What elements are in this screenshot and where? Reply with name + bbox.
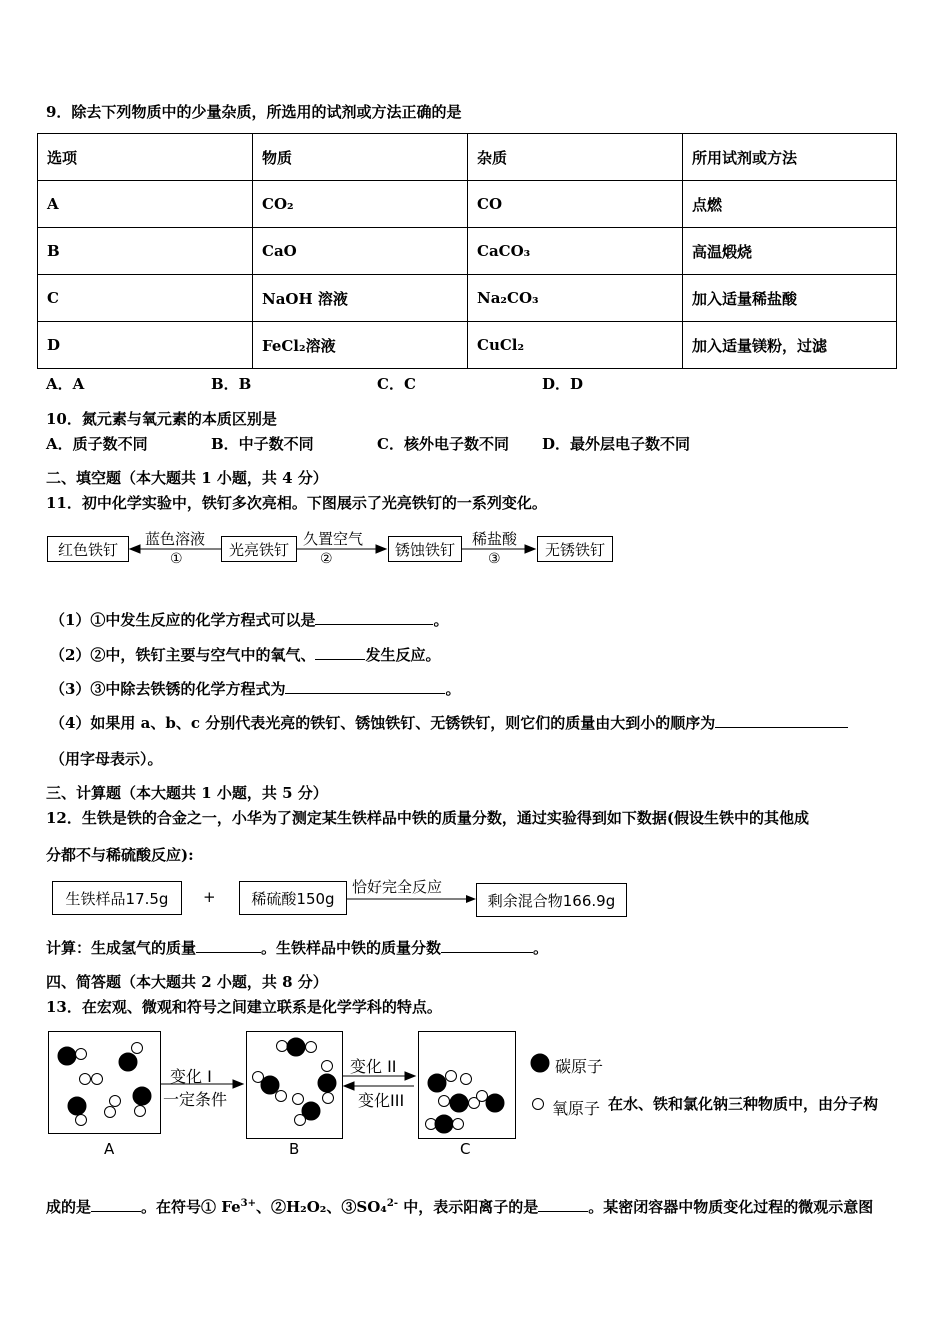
oxygen-atom: [322, 1061, 333, 1072]
carbon-atom: [119, 1053, 137, 1071]
box-remaining-mixture: 剩余混合物166.9g: [476, 883, 627, 917]
symbol-h2o2: H₂O₂: [286, 1198, 327, 1216]
arrow2-label: 久置空气: [303, 530, 364, 548]
oxygen-atom: [277, 1041, 288, 1052]
carbon-atom: [450, 1094, 468, 1112]
oxygen-atom: [306, 1042, 317, 1053]
carbon-atom: [435, 1115, 453, 1133]
oxygen-atom: [477, 1091, 488, 1102]
q10-choice-b: B．中子数不同: [211, 435, 314, 453]
arrow-head: [344, 1082, 354, 1090]
oxygen-atom: [105, 1107, 116, 1118]
carbon-atom: [261, 1076, 279, 1094]
arrow-head: [233, 1080, 243, 1088]
section-heading: 四、简答题（本大题共 2 小题，共 8 分）: [46, 973, 328, 991]
q12-stem-line2: 分都不与稀硫酸反应):: [46, 846, 194, 864]
carbon-atom: [287, 1038, 305, 1056]
oxygen-atom: [295, 1115, 306, 1126]
answer-blank[interactable]: [91, 1197, 141, 1212]
q13-text: 、③: [326, 1198, 357, 1216]
cell-method: 加入适量镁粉，过滤: [683, 322, 897, 369]
arrow3-number: ③: [488, 551, 501, 567]
cell-option: A: [38, 181, 253, 228]
cell-impurity: CaCO₃: [468, 228, 683, 275]
oxygen-atom: [80, 1074, 91, 1085]
q10-choice-a: A．质子数不同: [46, 435, 148, 453]
oxygen-atom: [76, 1049, 87, 1060]
cell-impurity: Na₂CO₃: [468, 275, 683, 322]
q13-text: 成的是: [46, 1198, 92, 1216]
carbon-atom: [58, 1047, 76, 1065]
oxygen-atom: [135, 1106, 146, 1117]
oxygen-atom: [439, 1096, 450, 1107]
q11-part1-text: （1）①中发生反应的化学方程式可以是: [50, 611, 316, 629]
change2-label: 变化 II: [350, 1057, 397, 1076]
oxygen-atom: [461, 1074, 472, 1085]
answer-blank[interactable]: [538, 1197, 588, 1212]
q11-part3-text: （3）③中除去铁锈的化学方程式为: [50, 680, 286, 698]
header-cell: 所用试剂或方法: [683, 134, 897, 181]
oxygen-atom: [276, 1091, 287, 1102]
change3-label: 变化III: [358, 1091, 405, 1110]
q10-choice-c: C．核外电子数不同: [377, 435, 509, 453]
arrow-head: [405, 1072, 415, 1080]
period: 。: [445, 680, 461, 698]
oxygen-atom: [132, 1043, 143, 1054]
box-rustless-nail: 无锈铁钉: [537, 536, 613, 562]
q9-choice-d: D．D: [542, 375, 584, 393]
oxygen-atom: [110, 1096, 121, 1107]
carbon-atom: [486, 1094, 504, 1112]
cell-method: 点燃: [683, 181, 897, 228]
carbon-legend-label: 碳原子: [555, 1057, 604, 1076]
box-sulfuric-acid: 稀硫酸150g: [239, 881, 347, 915]
arrow1-number: ①: [170, 551, 183, 567]
symbol-so4-charge: 2-: [386, 1198, 398, 1209]
carbon-atom: [318, 1074, 336, 1092]
q9-choice-c: C．C: [377, 375, 416, 393]
q11-part2-tail: 发生反应。: [365, 646, 441, 664]
q12-stem-line1: 12．生铁是铁的合金之一，小华为了测定某生铁样品中铁的质量分数，通过实验得到如下数据(假设生铁中的其他成: [46, 809, 809, 827]
symbol-fe-charge: 3+: [240, 1198, 256, 1209]
oxygen-atom: [92, 1074, 103, 1085]
carbon-atom: [428, 1074, 446, 1092]
oxygen-atom: [446, 1071, 457, 1082]
panel-b-label: B: [289, 1140, 300, 1158]
period: 。: [433, 611, 449, 629]
q13-text: 。在符号①: [141, 1198, 217, 1216]
q11-part4-tail: （用字母表示）。: [50, 750, 163, 768]
calc-text: 计算：生成氢气的质量: [46, 939, 197, 957]
header-cell: 杂质: [468, 134, 683, 181]
cell-substance: FeCl₂溶液: [253, 322, 468, 369]
carbon-legend-icon: [531, 1054, 549, 1072]
q9-choice-b: B．B: [211, 375, 252, 393]
box-pig-iron: 生铁样品17.5g: [52, 881, 182, 915]
oxygen-atom: [323, 1093, 334, 1104]
q9-stem: 9．除去下列物质中的少量杂质，所选用的试剂或方法正确的是: [46, 103, 462, 121]
q13-text-tail: 在水、铁和氯化钠三种物质中，由分子构: [608, 1095, 879, 1113]
section-heading: 三、计算题（本大题共 1 小题，共 5 分）: [46, 784, 328, 802]
arrow2-number: ②: [320, 551, 333, 567]
cell-impurity: CO: [468, 181, 683, 228]
q11-stem: 11．初中化学实验中，铁钉多次亮相。下图展示了光亮铁钉的一系列变化。: [46, 494, 547, 512]
symbol-fe: Fe: [221, 1198, 241, 1216]
oxygen-legend-label: 氧原子: [552, 1099, 601, 1118]
box-shiny-nail: 光亮铁钉: [221, 536, 297, 562]
header-cell: 物质: [253, 134, 468, 181]
q13-line2: [46, 1194, 873, 1217]
section-heading: 二、填空题（本大题共 1 小题，共 4 分）: [46, 469, 328, 487]
oxygen-atom: [76, 1115, 87, 1126]
box-red-nail: 红色铁钉: [47, 536, 129, 562]
cell-method: 加入适量稀盐酸: [683, 275, 897, 322]
box-rusty-nail: 锈蚀铁钉: [388, 536, 462, 562]
cell-substance: CaO: [253, 228, 468, 275]
q13-stem: 13．在宏观、微观和符号之间建立联系是化学学科的特点。: [46, 998, 442, 1016]
q11-part4-text: （4）如果用 a、b、c 分别代表光亮的铁钉、锈蚀铁钉、无锈铁钉，则它们的质量由大到小的顺序为: [50, 714, 716, 732]
cell-method: 高温煅烧: [683, 228, 897, 275]
arrow-label: 恰好完全反应: [352, 878, 443, 896]
symbol-so4: SO₄: [356, 1198, 387, 1216]
period: 。: [533, 939, 549, 957]
change1-condition: 一定条件: [163, 1090, 228, 1109]
cell-substance: NaOH 溶液: [253, 275, 468, 322]
arrow1-label: 蓝色溶液: [145, 530, 206, 548]
oxygen-atom: [293, 1094, 304, 1105]
panel-c-label: C: [460, 1140, 471, 1158]
cell-impurity: CuCl₂: [468, 322, 683, 369]
plus-sign: +: [203, 888, 216, 906]
oxygen-atom: [453, 1119, 464, 1130]
cell-substance: CO₂: [253, 181, 468, 228]
q13-text: 中，表示阳离子的是: [403, 1198, 539, 1216]
arrow3-label: 稀盐酸: [472, 530, 518, 548]
cell-option: C: [38, 275, 253, 322]
cell-option: D: [38, 322, 253, 369]
cell-option: B: [38, 228, 253, 275]
carbon-atom: [68, 1097, 86, 1115]
calc-text: 。生铁样品中铁的质量分数: [261, 939, 442, 957]
q10-stem: 10．氮元素与氧元素的本质区别是: [46, 410, 277, 428]
q11-part2-text: （2）②中，铁钉主要与空气中的氧气、: [50, 646, 316, 664]
header-cell: 选项: [38, 134, 253, 181]
change1-label: 变化 I: [170, 1067, 212, 1086]
panel-a-label: A: [104, 1140, 115, 1158]
q13-text: 、②: [255, 1198, 286, 1216]
q10-choice-d: D．最外层电子数不同: [542, 435, 691, 453]
q9-choice-a: A．A: [46, 375, 85, 393]
carbon-atom: [133, 1087, 151, 1105]
q13-text: 。某密闭容器中物质变化过程的微观示意图: [588, 1198, 874, 1216]
oxygen-legend-icon: [533, 1099, 544, 1110]
